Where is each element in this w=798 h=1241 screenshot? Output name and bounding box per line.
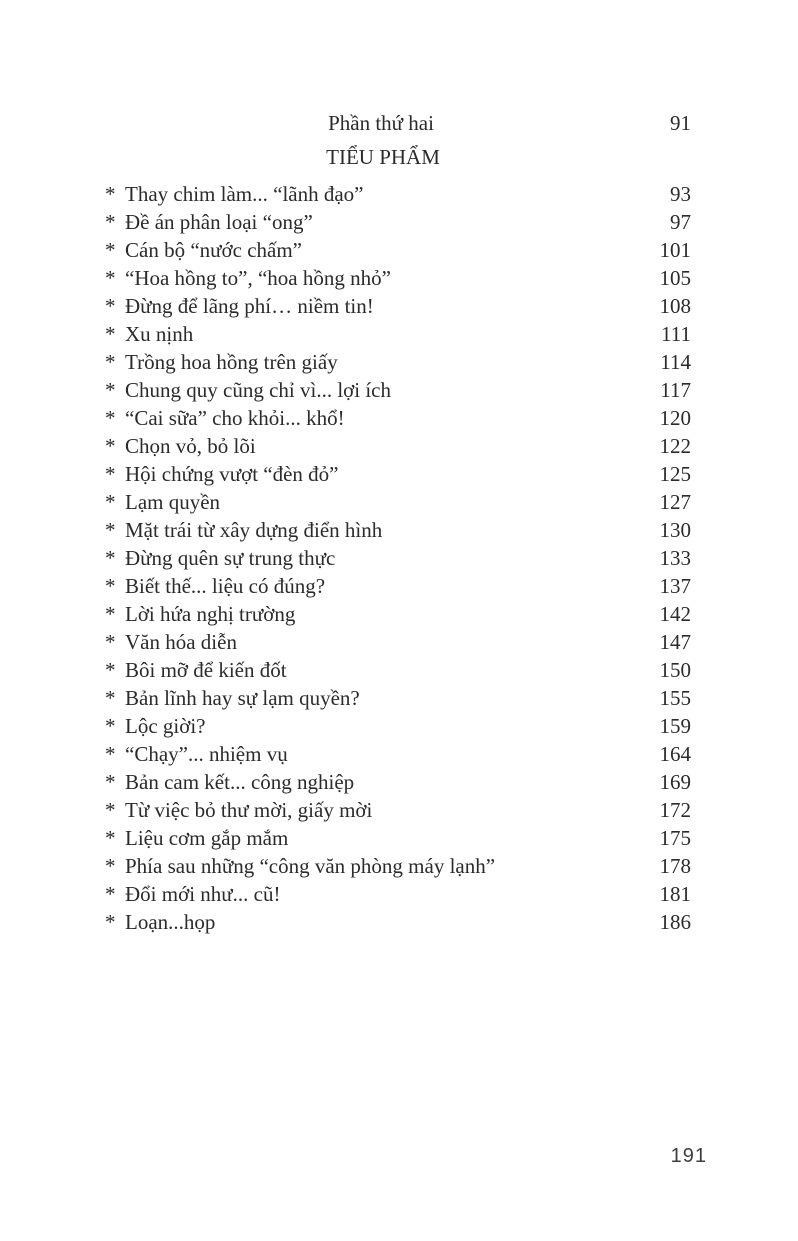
toc-entry-list <box>105 180 691 936</box>
entry-page-number: 108 <box>659 294 691 318</box>
entry-bullet-asterisk: * <box>105 574 116 598</box>
entry-title: “Chạy”... nhiệm vụ <box>125 742 288 766</box>
entry-title: Mặt trái từ xây dựng điển hình <box>125 518 383 542</box>
entry-bullet-asterisk: * <box>105 238 116 262</box>
toc-entry <box>105 432 691 460</box>
toc-entry <box>105 768 691 796</box>
entry-bullet-asterisk: * <box>105 826 116 850</box>
entry-title: “Hoa hồng to”, “hoa hồng nhỏ” <box>125 266 391 290</box>
entry-page-number: 125 <box>659 462 691 486</box>
entry-page-number: 117 <box>660 378 691 402</box>
entry-title: Hội chứng vượt “đèn đỏ” <box>125 462 339 486</box>
toc-entry <box>105 796 691 824</box>
entry-title: Lạm quyền <box>125 490 221 514</box>
entry-title: Bản cam kết... công nghiệp <box>125 770 355 794</box>
table-of-contents <box>105 106 691 936</box>
toc-entry <box>105 488 691 516</box>
page-number-folio: 191 <box>670 1145 707 1167</box>
entry-bullet-asterisk: * <box>105 294 116 318</box>
entry-page-number: 169 <box>659 770 691 794</box>
entry-title: Xu nịnh <box>125 322 194 346</box>
entry-page-number: 105 <box>659 266 691 290</box>
entry-page-number: 175 <box>659 826 691 850</box>
toc-entry <box>105 740 691 768</box>
entry-title: Văn hóa diễn <box>125 630 237 654</box>
entry-title: Đừng quên sự trung thực <box>125 546 336 570</box>
toc-entry <box>105 404 691 432</box>
entry-page-number: 97 <box>670 210 691 234</box>
entry-bullet-asterisk: * <box>105 490 116 514</box>
entry-bullet-asterisk: * <box>105 602 116 626</box>
toc-entry <box>105 180 691 208</box>
toc-entry <box>105 460 691 488</box>
entry-bullet-asterisk: * <box>105 630 116 654</box>
entry-bullet-asterisk: * <box>105 462 116 486</box>
toc-entry <box>105 712 691 740</box>
entry-bullet-asterisk: * <box>105 350 116 374</box>
entry-bullet-asterisk: * <box>105 714 116 738</box>
toc-entry <box>105 852 691 880</box>
toc-entry <box>105 684 691 712</box>
entry-title: Liệu cơm gắp mắm <box>125 826 289 850</box>
entry-title: Trồng hoa hồng trên giấy <box>125 350 338 374</box>
entry-page-number: 155 <box>659 686 691 710</box>
entry-page-number: 120 <box>659 406 691 430</box>
entry-bullet-asterisk: * <box>105 378 116 402</box>
toc-entry <box>105 264 691 292</box>
entry-bullet-asterisk: * <box>105 910 116 934</box>
entry-title: Chọn vỏ, bỏ lõi <box>125 434 256 458</box>
entry-title: Bản lĩnh hay sự lạm quyền? <box>125 686 360 710</box>
entry-title: Đừng để lãng phí… niềm tin! <box>125 294 374 318</box>
entry-page-number: 142 <box>659 602 691 626</box>
entry-page-number: 114 <box>660 350 691 374</box>
entry-bullet-asterisk: * <box>105 406 116 430</box>
part-heading-row <box>105 106 691 140</box>
entry-bullet-asterisk: * <box>105 266 116 290</box>
toc-entry <box>105 908 691 936</box>
entry-page-number: 122 <box>659 434 691 458</box>
entry-page-number: 159 <box>659 714 691 738</box>
entry-title: “Cai sữa” cho khỏi... khổ! <box>125 406 345 430</box>
entry-page-number: 93 <box>670 182 691 206</box>
entry-title: Cán bộ “nước chấm” <box>125 238 303 262</box>
toc-entry <box>105 880 691 908</box>
toc-entry <box>105 516 691 544</box>
toc-entry <box>105 320 691 348</box>
entry-page-number: 147 <box>659 630 691 654</box>
toc-entry <box>105 544 691 572</box>
entry-title: Từ việc bỏ thư mời, giấy mời <box>125 798 373 822</box>
toc-entry <box>105 376 691 404</box>
toc-entry <box>105 348 691 376</box>
toc-entry <box>105 572 691 600</box>
entry-page-number: 150 <box>659 658 691 682</box>
entry-page-number: 178 <box>659 854 691 878</box>
entry-bullet-asterisk: * <box>105 742 116 766</box>
entry-title: Lời hứa nghị trường <box>125 602 296 626</box>
entry-bullet-asterisk: * <box>105 658 116 682</box>
toc-entry <box>105 656 691 684</box>
entry-page-number: 130 <box>659 518 691 542</box>
entry-page-number: 164 <box>659 742 691 766</box>
entry-bullet-asterisk: * <box>105 518 116 542</box>
section-heading: TIỂU PHẨM <box>326 145 440 169</box>
entry-bullet-asterisk: * <box>105 546 116 570</box>
part-page-number: 91 <box>670 111 691 135</box>
entry-bullet-asterisk: * <box>105 798 116 822</box>
entry-title: Loạn...họp <box>125 910 216 934</box>
entry-title: Biết thế... liệu có đúng? <box>125 574 326 598</box>
toc-entry <box>105 236 691 264</box>
entry-bullet-asterisk: * <box>105 322 116 346</box>
entry-title: Bôi mỡ để kiến đốt <box>125 658 287 682</box>
toc-entry <box>105 208 691 236</box>
entry-bullet-asterisk: * <box>105 434 116 458</box>
part-heading: Phần thứ hai <box>328 111 434 135</box>
entry-bullet-asterisk: * <box>105 882 116 906</box>
entry-bullet-asterisk: * <box>105 854 116 878</box>
entry-title: Thay chim làm... “lãnh đạo” <box>125 182 364 206</box>
toc-entry <box>105 292 691 320</box>
toc-entry <box>105 824 691 852</box>
entry-title: Chung quy cũng chỉ vì... lợi ích <box>125 378 391 402</box>
entry-title: Đề án phân loại “ong” <box>125 210 313 234</box>
entry-bullet-asterisk: * <box>105 182 116 206</box>
entry-bullet-asterisk: * <box>105 686 116 710</box>
entry-page-number: 133 <box>659 546 691 570</box>
entry-bullet-asterisk: * <box>105 770 116 794</box>
entry-title: Lộc giời? <box>125 714 206 738</box>
entry-title: Đổi mới như... cũ! <box>125 882 281 906</box>
entry-title: Phía sau những “công văn phòng máy lạnh” <box>125 854 496 878</box>
entry-page-number: 101 <box>659 238 691 262</box>
entry-page-number: 111 <box>661 322 691 346</box>
entry-page-number: 137 <box>659 574 691 598</box>
entry-page-number: 172 <box>659 798 691 822</box>
entry-page-number: 181 <box>659 882 691 906</box>
entry-page-number: 127 <box>659 490 691 514</box>
entry-page-number: 186 <box>659 910 691 934</box>
toc-entry <box>105 600 691 628</box>
toc-entry <box>105 628 691 656</box>
entry-bullet-asterisk: * <box>105 210 116 234</box>
